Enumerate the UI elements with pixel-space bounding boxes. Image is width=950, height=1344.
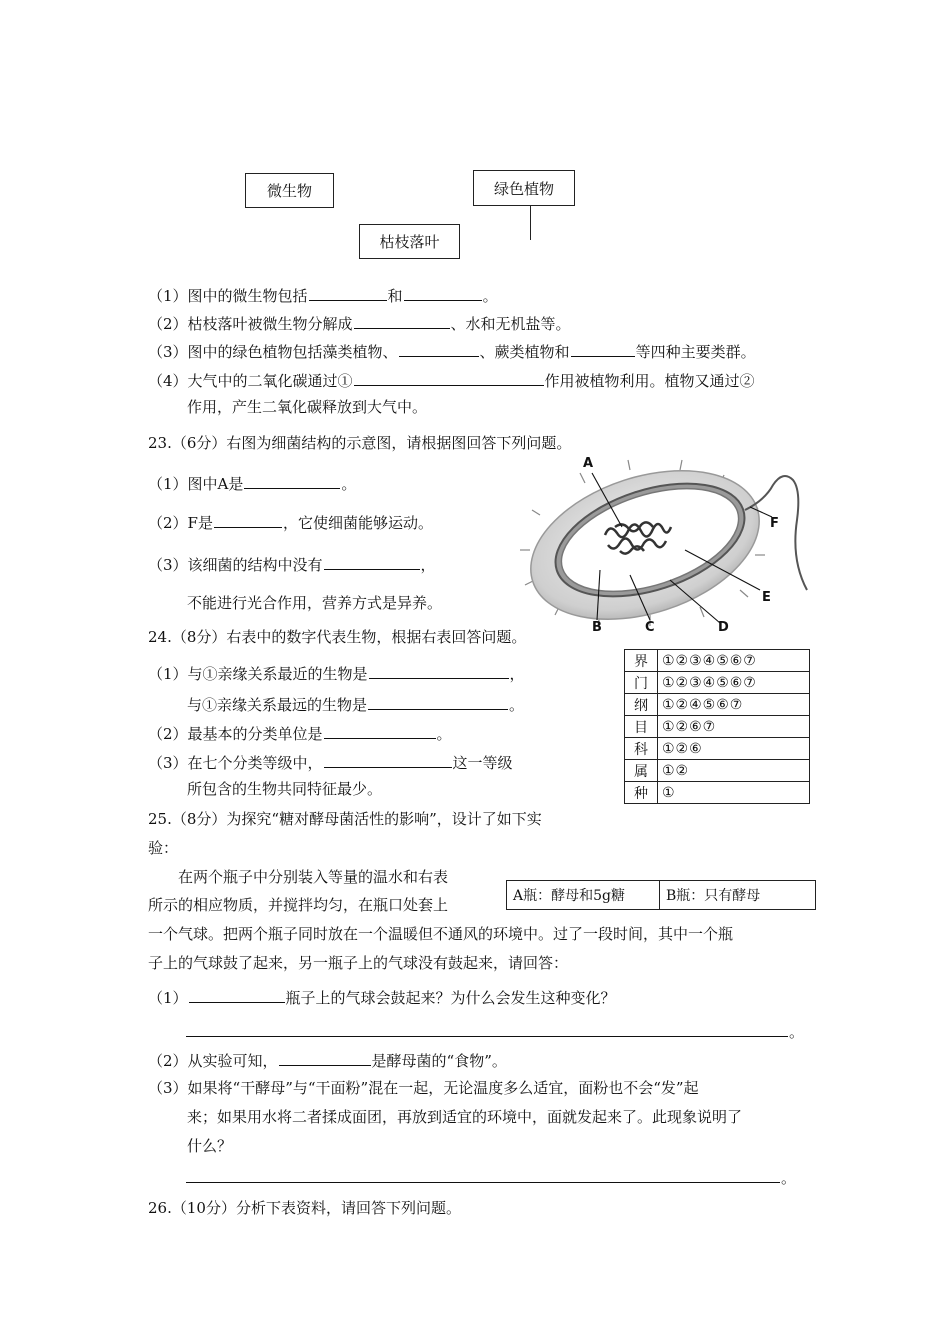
q24-item-3-cont: 所包含的生物共同特征最少。 bbox=[187, 780, 383, 798]
classification-table bbox=[624, 649, 810, 804]
fallen-leaves-box: 枯枝落叶 bbox=[359, 224, 460, 259]
q22-item-4: （4）大气中的二氧化碳通过① 作用被植物利用。植物又通过② bbox=[148, 369, 755, 391]
q25-title: 25.（8分）为探究“糖对酵母菌活性的影响”，设计了如下实 bbox=[148, 810, 542, 828]
q24-item-2: （2）最基本的分类单位是 。 bbox=[148, 722, 452, 744]
label-d: D bbox=[718, 620, 729, 635]
q25-item-3-cont-2: 什么？ bbox=[187, 1137, 233, 1155]
q23-item-1: （1）图中A是 。 bbox=[148, 472, 356, 494]
label-f: F bbox=[770, 516, 779, 531]
bottle-a-cell: A瓶：酵母和5g糖 bbox=[507, 881, 660, 910]
q22-item-3: （3）图中的绿色植物包括藻类植物、 、蕨类植物和 等四种主要类群。 bbox=[148, 340, 756, 362]
q24-title: 24.（8分）右表中的数字代表生物，根据右表回答问题。 bbox=[148, 628, 527, 646]
label-e: E bbox=[762, 590, 771, 605]
q24-item-1-cont: 与①亲缘关系最远的生物是 。 bbox=[187, 693, 524, 715]
q25-answer-line-3: 。 bbox=[185, 1166, 796, 1188]
label-a: A bbox=[583, 456, 594, 471]
q24-item-3: （3）在七个分类等级中， 这一等级 bbox=[148, 751, 513, 773]
q25-item-2: （2）从实验可知， 是酵母菌的“食物”。 bbox=[148, 1049, 507, 1071]
bacterium-diagram bbox=[510, 455, 830, 635]
table-row: 界 ①②③④⑤⑥⑦ bbox=[625, 650, 810, 672]
q25-answer-line-1: 。 bbox=[185, 1020, 804, 1042]
label-c: C bbox=[645, 620, 655, 635]
label-b: B bbox=[592, 620, 602, 635]
q23-item-3-cont: 不能进行光合作用，营养方式是异养。 bbox=[187, 594, 443, 612]
table-row: 科 ①②⑥ bbox=[625, 738, 810, 760]
table-row: 目 ①②⑥⑦ bbox=[625, 716, 810, 738]
microbe-box: 微生物 bbox=[245, 173, 334, 208]
q25-intro-2: 所示的相应物质，并搅拌均匀，在瓶口处套上 bbox=[148, 896, 449, 914]
q23-item-2: （2）F是 ，它使细菌能够运动。 bbox=[148, 511, 433, 533]
q26-title: 26.（10分）分析下表资料，请回答下列问题。 bbox=[148, 1199, 461, 1217]
q23-title: 23.（6分）右图为细菌结构的示意图，请根据图回答下列问题。 bbox=[148, 434, 572, 452]
q22-item-1: （1）图中的微生物包括 和 。 bbox=[148, 284, 498, 306]
q25-item-3-cont-1: 来；如果用水将二者揉成面团，再放到适宜的环境中，面就发起来了。此现象说明了 bbox=[187, 1108, 743, 1126]
table-row: 属 ①② bbox=[625, 760, 810, 782]
green-plant-box: 绿色植物 bbox=[473, 170, 575, 206]
q22-item-2: （2）枯枝落叶被微生物分解成 、水和无机盐等。 bbox=[148, 312, 571, 334]
q23-item-3: （3）该细菌的结构中没有 ， bbox=[148, 553, 436, 575]
q25-intro-4: 子上的气球鼓了起来，另一瓶子上的气球没有鼓起来，请回答： bbox=[148, 954, 569, 972]
diagram-connector-line bbox=[530, 205, 531, 240]
table-row: 门 ①②③④⑤⑥⑦ bbox=[625, 672, 810, 694]
bottle-b-cell: B瓶：只有酵母 bbox=[660, 881, 816, 910]
table-row: 纲 ①②④⑤⑥⑦ bbox=[625, 694, 810, 716]
q25-intro-3: 一个气球。把两个瓶子同时放在一个温暖但不通风的环境中。过了一段时间，其中一个瓶 bbox=[148, 925, 734, 943]
q22-item-4-cont: 作用，产生二氧化碳释放到大气中。 bbox=[187, 398, 428, 416]
q24-item-1: （1）与①亲缘关系最近的生物是 ， bbox=[148, 662, 525, 684]
q25-title-cont: 验： bbox=[148, 839, 179, 857]
q25-item-1: （1） 瓶子上的气球会鼓起来？为什么会发生这种变化？ bbox=[148, 986, 616, 1008]
table-row: 种 ① bbox=[625, 782, 810, 804]
q25-intro-1: 在两个瓶子中分别装入等量的温水和右表 bbox=[178, 868, 449, 886]
bottle-table bbox=[506, 880, 816, 910]
q25-item-3: （3）如果将“干酵母”与“干面粉”混在一起，无论温度多么适宜，面粉也不会“发”起 bbox=[148, 1079, 699, 1097]
